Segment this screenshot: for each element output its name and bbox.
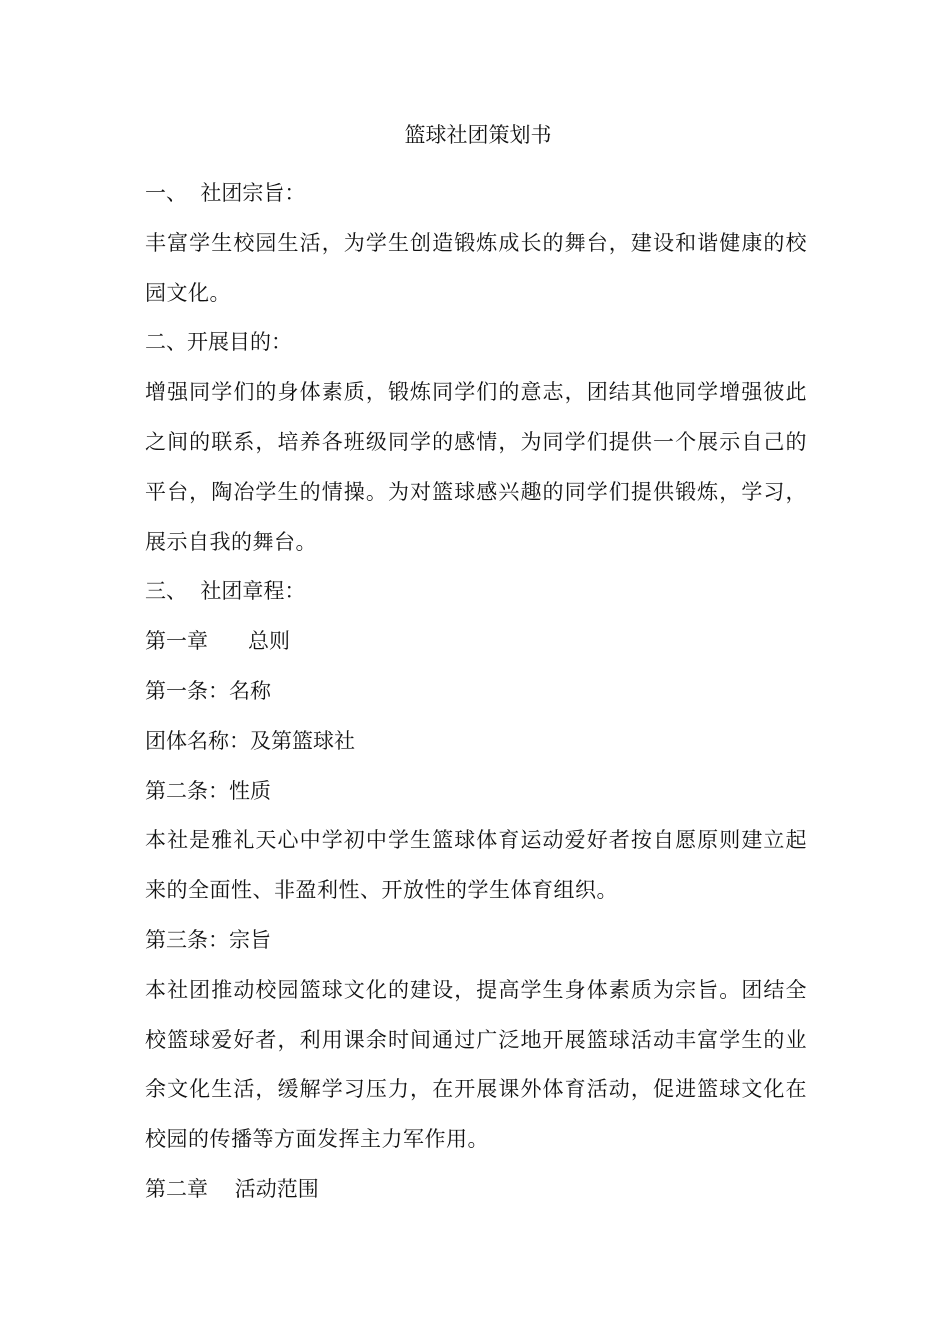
document-title: 篮球社团策划书	[404, 123, 552, 147]
article-one-heading: 第一条：名称	[145, 678, 271, 703]
nature-paragraph: 本社是雅礼天心中学初中学生篮球体育运动爱好者按自愿原则建立起来的全面性、非盈利性、开放性的学生体育组织。	[145, 828, 807, 903]
chapter-one-heading: 第一章 总则	[145, 629, 291, 654]
article-three-heading: 第三条：宗旨	[145, 927, 271, 952]
section-heading-goals: 二、开展目的：	[145, 330, 292, 355]
club-name-line: 团体名称：及第篮球社	[145, 728, 355, 753]
section-heading-charter: 三、 社团章程：	[145, 579, 306, 604]
goals-paragraph: 增强同学们的身体素质，锻炼同学们的意志，团结其他同学增强彼此之间的联系，培养各班级同学的感情，为同学们提供一个展示自己的平台，陶冶学生的情操。为对篮球感兴趣的同学们提供锻炼，学习，展示自我的舞台。	[145, 380, 807, 554]
article-two-heading: 第二条：性质	[145, 778, 271, 803]
section-heading-purpose: 一、 社团宗旨：	[145, 181, 306, 205]
document-page	[145, 118, 807, 1215]
purpose-paragraph: 丰富学生校园生活，为学生创造锻炼成长的舞台，建设和谐健康的校园文化。	[145, 230, 807, 305]
mission-paragraph: 本社团推动校园篮球文化的建设，提高学生身体素质为宗旨。团结全校篮球爱好者，利用课余时间通过广泛地开展篮球活动丰富学生的业余文化生活，缓解学习压力，在开展课外体育活动，促进篮球文化在校园的传播等方面发挥主力军作用。	[145, 977, 807, 1152]
chapter-two-heading: 第二章 活动范围	[145, 1176, 319, 1201]
